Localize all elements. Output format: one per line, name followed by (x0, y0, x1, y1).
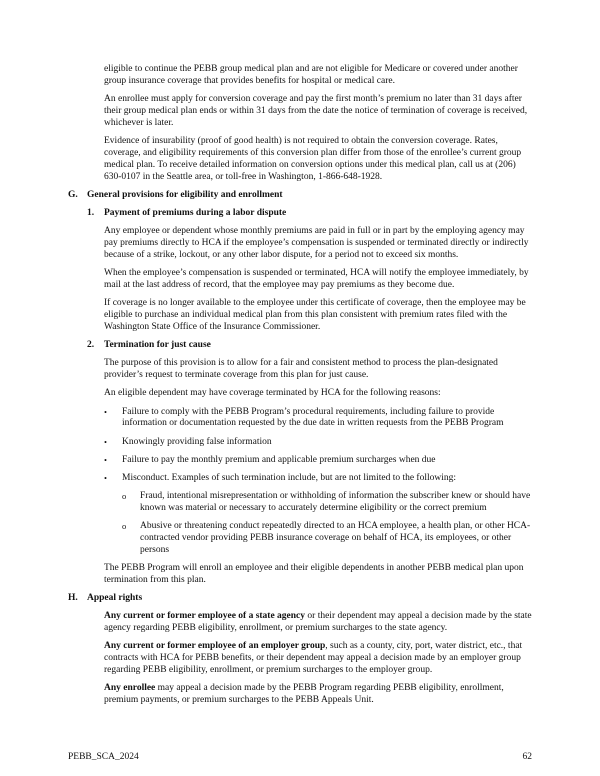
paragraph: Any employee or dependent whose monthly premiums are paid in full or in part by the employing agency may pay premiums directly to HCA if the employee’s compensation is suspended or terminated directly or indirectly because of a strike, lockout, or any other labor dispute, for a period not to exceed six months. (104, 226, 529, 261)
item-1-label: 1. (87, 208, 95, 219)
bullet-marker: • (104, 472, 107, 483)
paragraph: The PEBB Program will enroll an employee and their eligible dependents in another PEBB medical plan upon termination from this plan. (104, 562, 524, 585)
section-h-heading (68, 593, 532, 605)
sub-bullet-marker: o (122, 520, 127, 531)
bullet-marker: • (104, 436, 107, 447)
footer-doc-id: PEBB_SCA_2024 (68, 752, 139, 762)
paragraph: The purpose of this provision is to allow for a fair and consistent method to process the plan-designated provider’s request to terminate coverage from this plan for just cause. (104, 358, 498, 381)
bullet-item (104, 473, 532, 485)
bullet-item (104, 455, 532, 467)
page-content (68, 64, 532, 713)
footer-page-number: 62 (522, 752, 532, 762)
section-h-title: Appeal rights (87, 592, 143, 603)
bold-lead: Any current or former employee of a state agency (104, 611, 306, 621)
sub-bullet-marker: o (122, 490, 127, 501)
paragraph: If coverage is no longer available to the employee under this certificate of coverage, then the employee may be eligible to purchase an individual medical plan from this plan consistent with premium rates filed with the Washington State Office of the Insurance Commissioner. (104, 298, 526, 333)
paragraph: Evidence of insurability (proof of good health) is not required to obtain the conversion coverage. Rates, coverage, and eligibility requirements of this conversion plan differ from those of the enrollee’s current group medical plan. To receive detailed information on conversion options under this medical plan, call us at (206) 630-0107 in the Seattle area, or toll-free in Washington, 1-866-648-1928. (104, 135, 522, 182)
paragraph: When the employee’s compensation is suspended or terminated, HCA will notify the employee immediately, by mail at the last address of record, that the employee may pay premiums as they become due. (104, 268, 529, 291)
paragraph: An enrollee must apply for conversion coverage and pay the first month’s premium no later than 31 days after their group medical plan ends or within 31 days from the date the notice of termination of coverage is received, whichever is later. (104, 94, 528, 128)
bold-lead: Any current or former employee of an employer group (104, 641, 326, 651)
bullet-text: Knowingly providing false information (122, 436, 272, 447)
paragraph (104, 641, 532, 677)
item-2-label: 2. (87, 340, 95, 351)
item-2-heading (87, 340, 532, 352)
sub-bullet-text: Fraud, intentional misrepresentation or withholding of information the subscriber knew or should have known was material or necessary to accurately determine eligibility or the correct premium (140, 490, 531, 513)
bold-lead: Any enrollee (104, 682, 156, 693)
paragraph-text: or their dependent may appeal a decision made by the state agency regarding PEBB eligibility, enrollment, or premium surcharges to the state agency. (104, 611, 532, 633)
paragraph: An eligible dependent may have coverage terminated by HCA for the following reasons: (104, 388, 441, 399)
sub-bullet-item (122, 491, 532, 515)
paragraph (104, 683, 532, 707)
bullet-text: Failure to comply with the PEBB Program’s procedural requirements, including failure to provide information or documentation requested by the due date in written requests from the PEBB Program (122, 406, 504, 429)
item-2-title: Termination for just cause (104, 340, 211, 351)
section-g-heading (68, 190, 532, 202)
bullet-text: Misconduct. Examples of such termination include, but are not limited to the following: (122, 472, 457, 483)
bullet-marker: • (104, 406, 107, 417)
bullet-item (104, 437, 532, 449)
item-1-title: Payment of premiums during a labor dispute (104, 208, 287, 219)
bullet-item (104, 407, 532, 431)
section-h-label: H. (68, 592, 78, 603)
paragraph-text: , such as a county, city, port, water district, etc., that contracts with HCA for PEBB benefits, or their dependent may appeal a decision made by an employer group regarding PEBB eligibility, enrollment, or premium surcharges to the employer group. (104, 641, 523, 675)
section-g-label: G. (68, 189, 78, 200)
section-g-title: General provisions for eligibility and enrollment (87, 189, 283, 200)
bullet-marker: • (104, 454, 107, 465)
sub-bullet-item (122, 521, 532, 557)
sub-bullet-text: Abusive or threatening conduct repeatedly directed to an HCA employee, a health plan, or other HCA-contracted vendor providing PEBB insurance coverage on behalf of HCA, its employees, or other persons (140, 520, 531, 555)
item-1-heading (87, 208, 532, 220)
paragraph: eligible to continue the PEBB group medical plan and are not eligible for Medicare or covered under another group insurance coverage that provides benefits for hospital or medical care. (104, 64, 518, 86)
page-footer (68, 752, 532, 764)
bullet-text: Failure to pay the monthly premium and applicable premium surcharges when due (122, 454, 436, 465)
paragraph-text: may appeal a decision made by the PEBB Program regarding PEBB eligibility, enrollment, premium payments, or premium surcharges to the PEBB Appeals Unit. (104, 682, 504, 705)
paragraph (104, 611, 532, 635)
